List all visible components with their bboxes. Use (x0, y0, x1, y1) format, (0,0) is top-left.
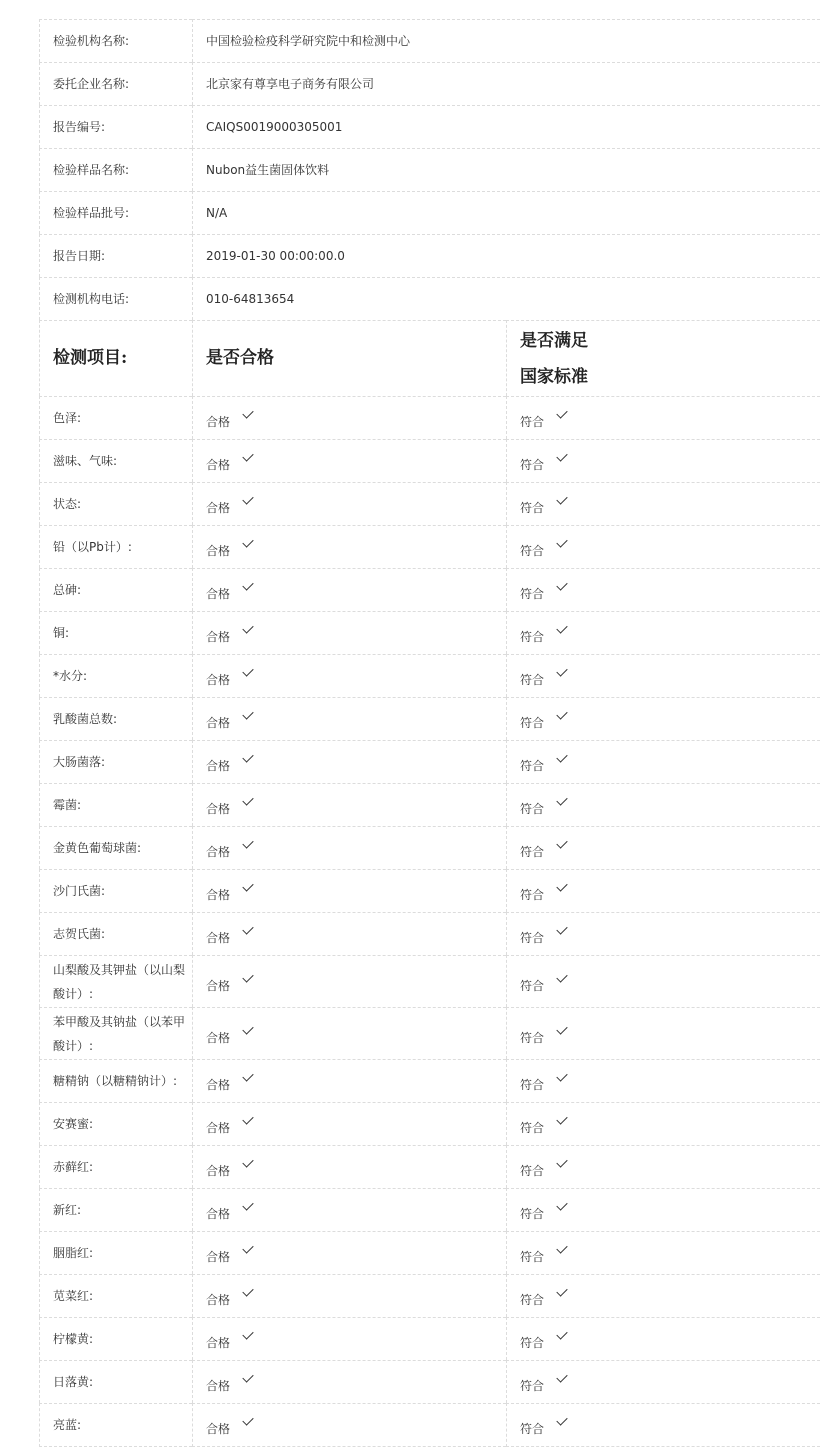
standard-value: 符合 (520, 1335, 545, 1350)
test-item-name: 总砷: (39, 568, 192, 611)
test-item-name: 金黄色葡萄球菌: (39, 826, 192, 869)
test-item-name: 新红: (39, 1188, 192, 1231)
info-value: CAIQS0019000305001 (192, 105, 820, 148)
standard-cell (506, 1007, 820, 1059)
pass-cell (192, 1360, 506, 1403)
results-section (39, 396, 820, 1447)
standard-cell (506, 1231, 820, 1274)
check-icon (556, 1414, 567, 1425)
pass-cell (192, 1231, 506, 1274)
standard-cell (506, 783, 820, 826)
standard-value: 符合 (520, 844, 545, 859)
result-row (39, 1231, 820, 1274)
check-icon (242, 450, 253, 461)
pass-value: 合格 (206, 457, 231, 472)
pass-value: 合格 (206, 1249, 231, 1264)
header-national-standard-line2: 国家标准 (520, 366, 588, 387)
check-icon (242, 579, 253, 590)
standard-value: 符合 (520, 500, 545, 515)
header-test-item: 检测项目: (39, 320, 192, 396)
pass-cell (192, 568, 506, 611)
pass-value: 合格 (206, 1077, 231, 1092)
result-row (39, 1403, 820, 1447)
info-row (39, 105, 820, 148)
standard-value: 符合 (520, 414, 545, 429)
standard-cell (506, 697, 820, 740)
standard-value: 符合 (520, 1163, 545, 1178)
check-icon (242, 665, 253, 676)
pass-value: 合格 (206, 672, 231, 687)
info-value: 北京家有尊享电子商务有限公司 (192, 62, 820, 105)
standard-cell (506, 1102, 820, 1145)
test-item-name: *水分: (39, 654, 192, 697)
test-item-name: 乳酸菌总数: (39, 697, 192, 740)
pass-cell (192, 955, 506, 1007)
check-icon (242, 1070, 253, 1081)
check-icon (242, 708, 253, 719)
check-icon (556, 1242, 567, 1253)
check-icon (242, 923, 253, 934)
standard-cell (506, 396, 820, 439)
pass-value: 合格 (206, 500, 231, 515)
info-value: 中国检验检疫科学研究院中和检测中心 (192, 19, 820, 62)
pass-value: 合格 (206, 586, 231, 601)
check-icon (242, 837, 253, 848)
standard-cell (506, 1360, 820, 1403)
standard-value: 符合 (520, 586, 545, 601)
inspection-report (39, 19, 820, 1447)
check-icon (242, 622, 253, 633)
standard-cell (506, 869, 820, 912)
pass-value: 合格 (206, 1120, 231, 1135)
standard-cell (506, 1403, 820, 1447)
pass-value: 合格 (206, 1206, 231, 1221)
report-table (39, 19, 820, 1447)
pass-cell (192, 439, 506, 482)
info-label: 检验样品批号: (39, 191, 192, 234)
standard-value: 符合 (520, 801, 545, 816)
check-icon (556, 1156, 567, 1167)
pass-cell (192, 912, 506, 955)
pass-value: 合格 (206, 978, 231, 993)
check-icon (556, 794, 567, 805)
check-icon (242, 1371, 253, 1382)
check-icon (556, 1070, 567, 1081)
check-icon (556, 751, 567, 762)
standard-cell (506, 568, 820, 611)
result-row (39, 1059, 820, 1102)
pass-value: 合格 (206, 887, 231, 902)
result-row (39, 1007, 820, 1059)
result-row (39, 1360, 820, 1403)
standard-value: 符合 (520, 758, 545, 773)
info-label: 委托企业名称: (39, 62, 192, 105)
test-item-name: 亮蓝: (39, 1403, 192, 1447)
check-icon (556, 1199, 567, 1210)
result-row (39, 740, 820, 783)
info-label: 检验样品名称: (39, 148, 192, 191)
result-row (39, 396, 820, 439)
check-icon (556, 923, 567, 934)
pass-cell (192, 611, 506, 654)
info-value: Nubon益生菌固体饮料 (192, 148, 820, 191)
standard-value: 符合 (520, 629, 545, 644)
check-icon (242, 493, 253, 504)
standard-cell (506, 740, 820, 783)
pass-cell (192, 869, 506, 912)
info-row (39, 234, 820, 277)
standard-value: 符合 (520, 1378, 545, 1393)
standard-value: 符合 (520, 1249, 545, 1264)
pass-cell (192, 482, 506, 525)
pass-value: 合格 (206, 414, 231, 429)
standard-cell (506, 611, 820, 654)
pass-value: 合格 (206, 1292, 231, 1307)
standard-cell (506, 1274, 820, 1317)
check-icon (242, 1285, 253, 1296)
result-row (39, 525, 820, 568)
standard-value: 符合 (520, 457, 545, 472)
pass-cell (192, 1317, 506, 1360)
info-row (39, 277, 820, 320)
result-row (39, 1188, 820, 1231)
check-icon (242, 1242, 253, 1253)
check-icon (242, 1023, 253, 1034)
info-row (39, 19, 820, 62)
check-icon (242, 536, 253, 547)
test-item-name: 铅（以Pb计）: (39, 525, 192, 568)
info-label: 报告日期: (39, 234, 192, 277)
pass-value: 合格 (206, 1163, 231, 1178)
pass-cell (192, 1403, 506, 1447)
standard-cell (506, 525, 820, 568)
info-value: 2019-01-30 00:00:00.0 (192, 234, 820, 277)
test-item-name: 铜: (39, 611, 192, 654)
check-icon (556, 971, 567, 982)
pass-value: 合格 (206, 1335, 231, 1350)
pass-value: 合格 (206, 715, 231, 730)
result-row (39, 955, 820, 1007)
test-item-name: 日落黄: (39, 1360, 192, 1403)
check-icon (556, 665, 567, 676)
results-header-row (39, 320, 820, 396)
standard-cell (506, 482, 820, 525)
pass-value: 合格 (206, 1030, 231, 1045)
pass-cell (192, 1188, 506, 1231)
info-label: 检验机构名称: (39, 19, 192, 62)
result-row (39, 1102, 820, 1145)
standard-value: 符合 (520, 978, 545, 993)
check-icon (242, 1414, 253, 1425)
standard-cell (506, 1059, 820, 1102)
result-row (39, 697, 820, 740)
test-item-name: 霉菌: (39, 783, 192, 826)
result-row (39, 439, 820, 482)
standard-cell (506, 955, 820, 1007)
test-item-name: 胭脂红: (39, 1231, 192, 1274)
standard-value: 符合 (520, 672, 545, 687)
info-value: N/A (192, 191, 820, 234)
check-icon (556, 837, 567, 848)
pass-value: 合格 (206, 758, 231, 773)
test-item-name: 糖精钠（以糖精钠计）: (39, 1059, 192, 1102)
pass-value: 合格 (206, 629, 231, 644)
pass-cell (192, 1007, 506, 1059)
standard-cell (506, 826, 820, 869)
check-icon (242, 971, 253, 982)
pass-value: 合格 (206, 543, 231, 558)
info-row (39, 62, 820, 105)
standard-cell (506, 439, 820, 482)
result-row (39, 611, 820, 654)
check-icon (556, 708, 567, 719)
pass-cell (192, 1145, 506, 1188)
result-row (39, 783, 820, 826)
check-icon (242, 1328, 253, 1339)
test-item-name: 状态: (39, 482, 192, 525)
report-info-section (39, 19, 820, 320)
check-icon (242, 794, 253, 805)
check-icon (242, 407, 253, 418)
info-value: 010-64813654 (192, 277, 820, 320)
result-row (39, 1274, 820, 1317)
pass-cell (192, 740, 506, 783)
result-row (39, 1317, 820, 1360)
pass-value: 合格 (206, 1421, 231, 1436)
info-label: 报告编号: (39, 105, 192, 148)
check-icon (556, 1285, 567, 1296)
check-icon (242, 1156, 253, 1167)
check-icon (556, 880, 567, 891)
check-icon (556, 493, 567, 504)
test-item-name: 安赛蜜: (39, 1102, 192, 1145)
header-pass: 是否合格 (192, 320, 506, 396)
pass-value: 合格 (206, 801, 231, 816)
standard-value: 符合 (520, 930, 545, 945)
standard-value: 符合 (520, 1120, 545, 1135)
result-row (39, 568, 820, 611)
pass-value: 合格 (206, 1378, 231, 1393)
pass-cell (192, 1059, 506, 1102)
standard-value: 符合 (520, 1292, 545, 1307)
info-label: 检测机构电话: (39, 277, 192, 320)
standard-cell (506, 1145, 820, 1188)
result-row (39, 482, 820, 525)
standard-value: 符合 (520, 715, 545, 730)
pass-cell (192, 654, 506, 697)
result-row (39, 869, 820, 912)
check-icon (556, 1113, 567, 1124)
check-icon (556, 1328, 567, 1339)
test-item-name: 大肠菌落: (39, 740, 192, 783)
header-national-standard (506, 320, 820, 396)
pass-value: 合格 (206, 844, 231, 859)
header-national-standard-line1: 是否满足 (520, 330, 588, 351)
standard-value: 符合 (520, 543, 545, 558)
check-icon (242, 1113, 253, 1124)
pass-cell (192, 1102, 506, 1145)
results-header-section (39, 320, 820, 396)
check-icon (556, 1023, 567, 1034)
test-item-name: 滋味、气味: (39, 439, 192, 482)
check-icon (556, 450, 567, 461)
check-icon (242, 751, 253, 762)
standard-cell (506, 654, 820, 697)
result-row (39, 654, 820, 697)
test-item-name: 苯甲酸及其钠盐（以苯甲酸计）: (39, 1007, 192, 1059)
check-icon (242, 880, 253, 891)
pass-cell (192, 826, 506, 869)
standard-cell (506, 1317, 820, 1360)
result-row (39, 826, 820, 869)
test-item-name: 沙门氏菌: (39, 869, 192, 912)
pass-cell (192, 525, 506, 568)
standard-value: 符合 (520, 1077, 545, 1092)
check-icon (556, 536, 567, 547)
result-row (39, 912, 820, 955)
test-item-name: 赤藓红: (39, 1145, 192, 1188)
pass-cell (192, 697, 506, 740)
standard-cell (506, 912, 820, 955)
check-icon (556, 579, 567, 590)
result-row (39, 1145, 820, 1188)
standard-value: 符合 (520, 1030, 545, 1045)
pass-cell (192, 783, 506, 826)
standard-value: 符合 (520, 1421, 545, 1436)
test-item-name: 志贺氏菌: (39, 912, 192, 955)
test-item-name: 柠檬黄: (39, 1317, 192, 1360)
info-row (39, 148, 820, 191)
standard-value: 符合 (520, 1206, 545, 1221)
check-icon (556, 1371, 567, 1382)
pass-cell (192, 1274, 506, 1317)
standard-value: 符合 (520, 887, 545, 902)
info-row (39, 191, 820, 234)
check-icon (242, 1199, 253, 1210)
check-icon (556, 407, 567, 418)
standard-cell (506, 1188, 820, 1231)
check-icon (556, 622, 567, 633)
pass-value: 合格 (206, 930, 231, 945)
pass-cell (192, 396, 506, 439)
test-item-name: 色泽: (39, 396, 192, 439)
test-item-name: 苋菜红: (39, 1274, 192, 1317)
test-item-name: 山梨酸及其钾盐（以山梨酸计）: (39, 955, 192, 1007)
